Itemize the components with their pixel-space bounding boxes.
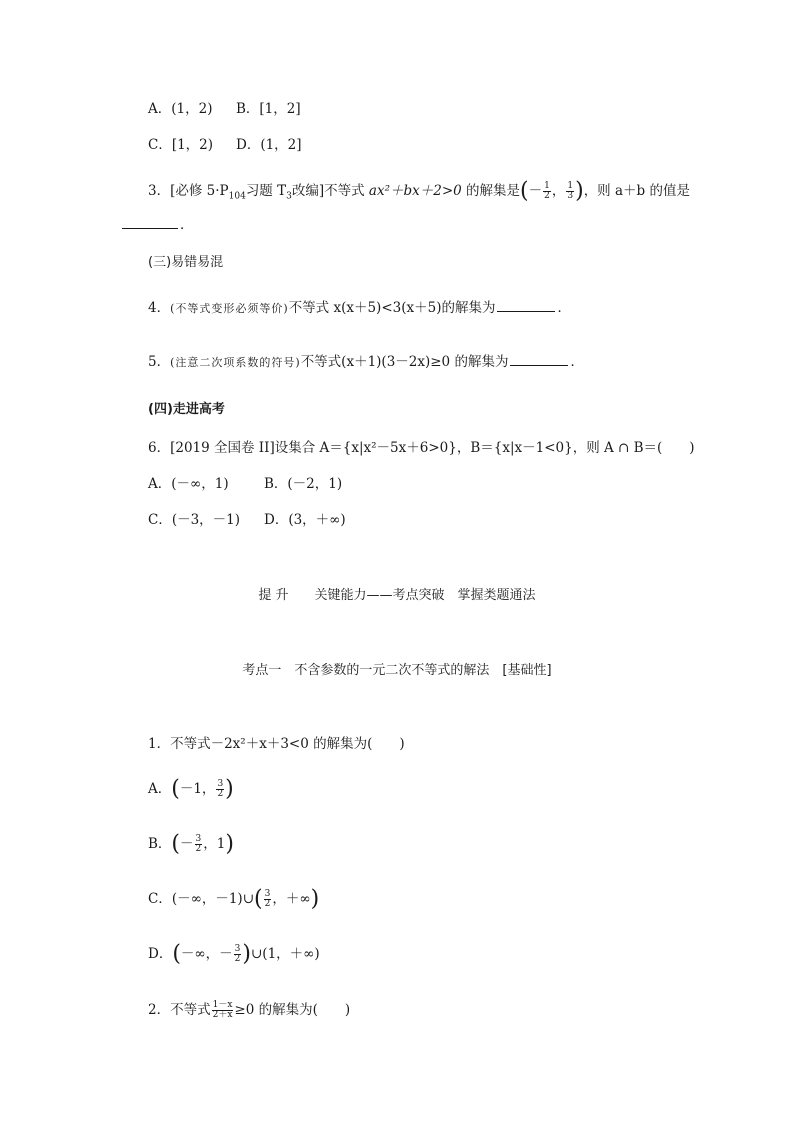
- fraction-denominator: 2＋x: [212, 1010, 233, 1020]
- paren-close: ): [310, 886, 320, 912]
- section-heading: (四)走进高考: [148, 402, 225, 417]
- question-4: 4．(不等式变形必须等价)不等式 x(x＋5)<3(x＋5)的解集为 ．: [148, 297, 571, 320]
- paren-open: (: [254, 886, 263, 912]
- option-d: D．(3，＋∞): [264, 512, 346, 528]
- answer-blank-line: ．: [120, 214, 194, 236]
- fraction-denominator: 2: [264, 899, 271, 909]
- fraction-denominator: 3: [567, 191, 574, 201]
- fraction-numerator: 1－x: [212, 1000, 233, 1010]
- option-label: B．: [148, 836, 172, 852]
- q5-number: 5．: [148, 354, 171, 370]
- option-a: A．(－∞，1): [148, 476, 229, 492]
- q5-text: 不等式(x＋1)(3－2x)≥0 的解集为: [300, 354, 509, 370]
- option-a: A．(－1， $\frac{3}{2}$ ): [148, 776, 234, 802]
- fraction: [566, 182, 574, 201]
- q4-text: 不等式 x(x＋5)<3(x＋5)的解集为: [288, 300, 496, 316]
- paren-open: (: [171, 831, 181, 857]
- fraction: [264, 890, 272, 909]
- option-label: C．(－∞，－1)∪: [148, 891, 255, 907]
- page-heading: 提 升 关键能力——考点突破 掌握类题通法: [258, 588, 536, 603]
- fraction: [543, 182, 551, 201]
- q3-subscript: 3: [286, 191, 292, 202]
- option-c: C．(－∞，－1)∪( $\frac{3}{2}$ ，＋∞): [148, 886, 320, 912]
- option-label: D．: [148, 946, 173, 962]
- paren-close: ): [242, 941, 251, 967]
- q4-number: 4．: [148, 300, 171, 316]
- q4-hint: (不等式变形必须等价): [170, 302, 289, 315]
- section-heading: (三)易错易混: [148, 255, 224, 270]
- topic-heading: 考点一 不含参数的一元二次不等式的解法 [基础性]: [242, 663, 552, 678]
- fraction-numerator: 1: [544, 181, 550, 191]
- answer-blank: [122, 214, 178, 229]
- fraction-numerator: 3: [217, 779, 224, 789]
- option-tail: ∪(1，＋∞): [251, 946, 320, 962]
- option-c: C．[1，2): [148, 137, 214, 153]
- fraction: [216, 780, 224, 799]
- fraction: [212, 1001, 234, 1020]
- q3-text: 3．[必修 5·P: [148, 183, 229, 199]
- question-5: 5．(注意二次项系数的符号)不等式(x＋1)(3－2x)≥0 的解集为 ．: [148, 351, 584, 374]
- fraction-denominator: 2: [234, 954, 241, 964]
- question-3: 3．[必修 $5\cdot P_{104}$习题 $T_3$改编]不等式 ax²＋bx＋2>0 的解集是(－ $\frac{1}{2}$ ， $\frac{1}{3}$ )，则 a＋b 的值是: [148, 178, 690, 204]
- q3-text: 习题 T: [245, 183, 287, 199]
- question-1: 1．不等式－2x²＋x＋3<0 的解集为( ): [148, 736, 405, 752]
- q3-text: 改编]不等式: [291, 183, 369, 199]
- fraction-numerator: 1: [567, 181, 574, 191]
- question-6: 6．[2019 全国卷 II]设集合 A＝{x|x²－5x＋6>0}，B＝{x|x－1<0}，则 A ∩ B＝( ): [148, 440, 695, 456]
- q3-text: ，则 a＋b 的值是: [583, 183, 690, 199]
- q5-hint: (注意二次项系数的符号): [170, 356, 301, 369]
- q2-text: 2．不等式: [148, 1002, 211, 1018]
- option-d: D．(－∞，－ $\frac{3}{2}$ )∪(1，＋∞): [148, 941, 320, 967]
- paren-close: ): [225, 776, 234, 802]
- question-2: [148, 999, 350, 1021]
- paren-close: ): [225, 831, 234, 857]
- option-b: B．(－2，1): [264, 476, 343, 492]
- answer-blank: [510, 351, 568, 366]
- paren-open: (: [171, 776, 180, 802]
- fraction-numerator: 3: [234, 944, 241, 954]
- q3-expression: ax²＋bx＋2>0: [368, 183, 462, 199]
- option-c: C．(－3，－1): [148, 512, 241, 528]
- fraction-denominator: 2: [217, 789, 224, 799]
- fraction: [234, 945, 242, 964]
- paren-open: (: [520, 178, 529, 204]
- fraction-denominator: 2: [544, 191, 550, 201]
- option-b: B．(－ $\frac{3}{2}$ ，1): [148, 831, 234, 857]
- option-d: D．(1，2]: [236, 137, 302, 153]
- paren-close: ): [575, 178, 584, 204]
- fraction-numerator: 3: [195, 834, 202, 844]
- option-label: A．: [148, 781, 172, 797]
- q3-subscript: 104: [228, 191, 246, 202]
- fraction-numerator: 3: [264, 889, 271, 899]
- fraction-denominator: 2: [195, 844, 202, 854]
- q3-text: 的解集是: [461, 183, 521, 199]
- option-b: B．[1，2]: [236, 101, 301, 117]
- fraction: [195, 835, 203, 854]
- paren-open: (: [172, 941, 181, 967]
- q2-text: ≥0 的解集为( ): [234, 1002, 351, 1018]
- option-a: A．(1，2): [148, 101, 213, 117]
- answer-blank: [497, 297, 555, 312]
